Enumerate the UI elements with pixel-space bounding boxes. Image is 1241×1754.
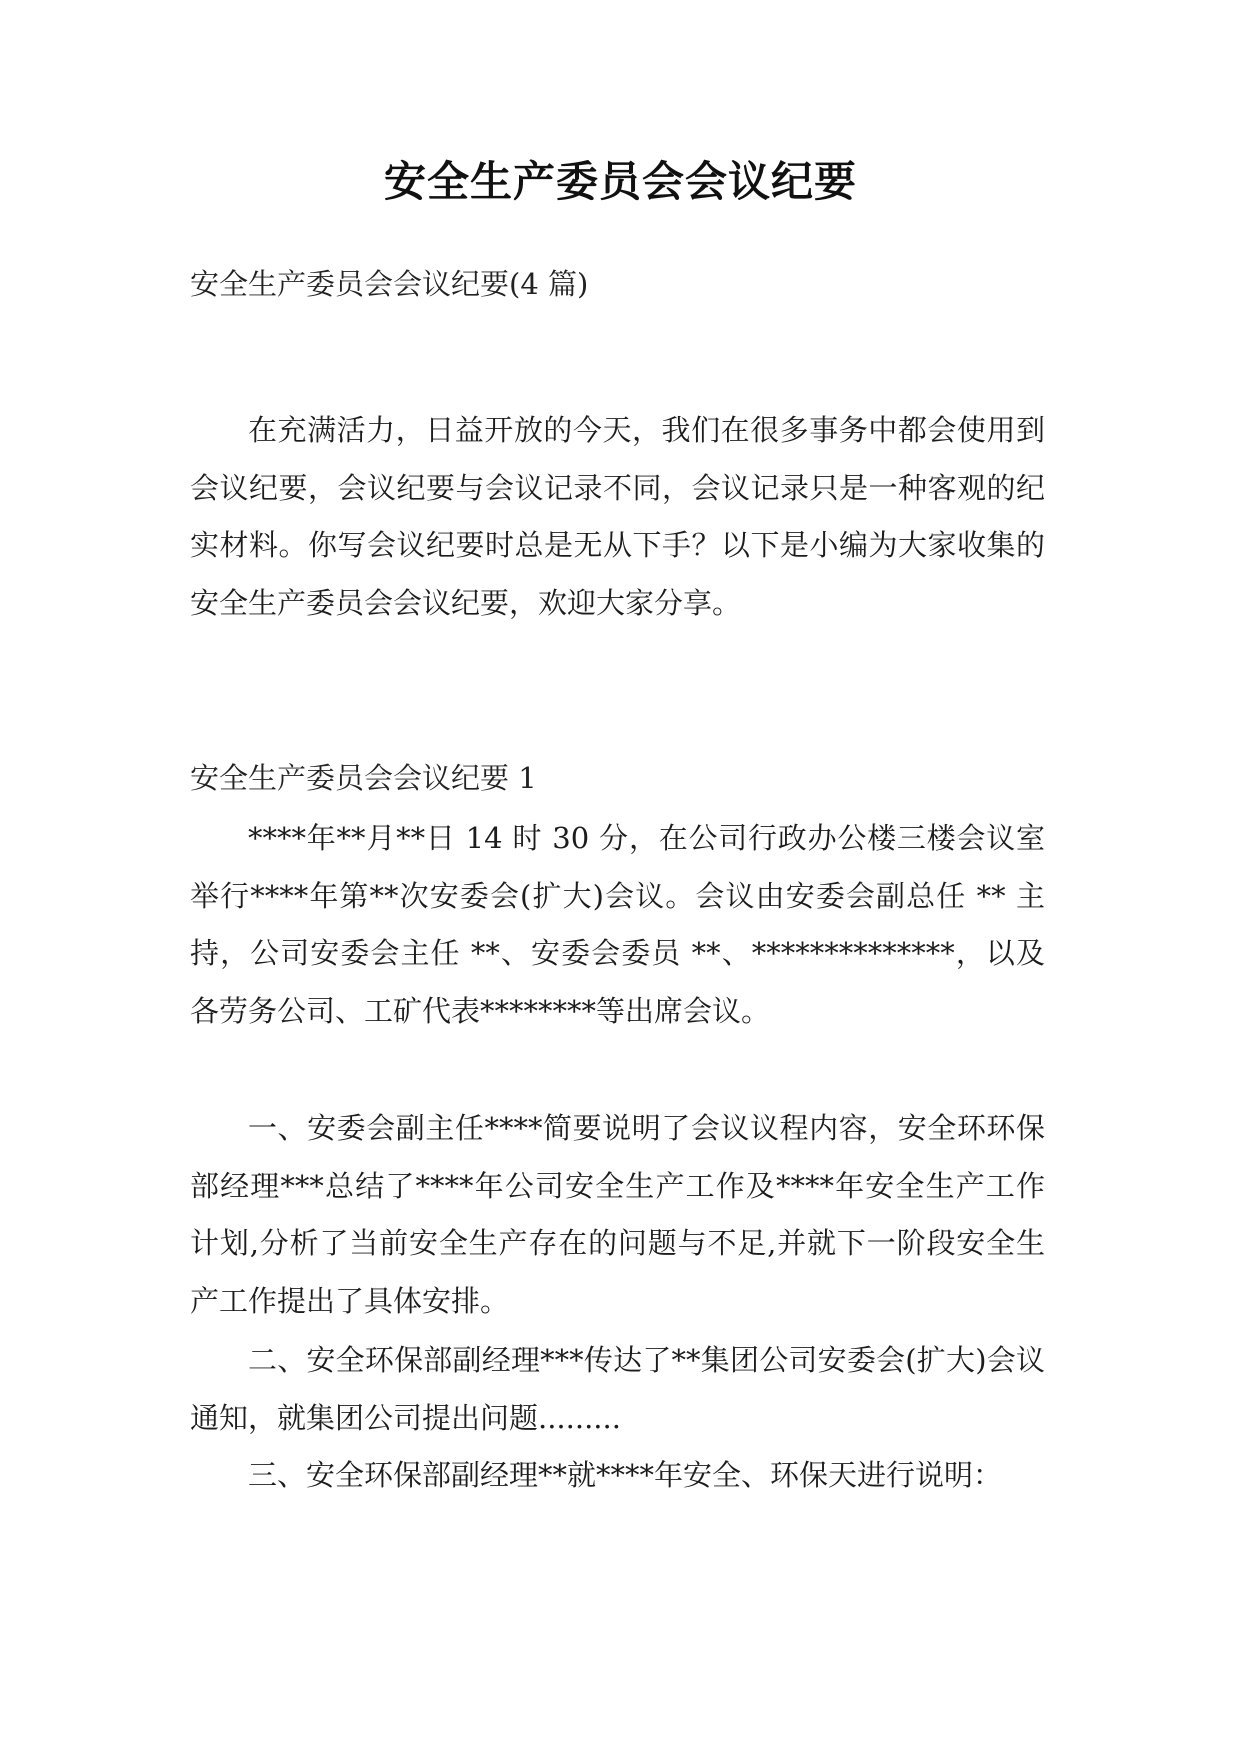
body-paragraph: 三、安全环保部副经理**就****年安全、环保天进行说明：	[248, 1458, 1003, 1492]
document-subtitle: 安全生产委员会会议纪要(4 篇)	[190, 267, 589, 301]
body-paragraph: 一、安委会副主任****简要说明了会议议程内容，安全环环保部经理***总结了****年公司安全生产工作及****年安全生产工作计划,分析了当前安全生产存在的问题与不足,并就下一阶段安全生产工作提出了具体安排。	[190, 1111, 1045, 1318]
body-paragraph: ****年**月**日 14 时 30 分，在公司行政办公楼三楼会议室举行****年第**次安委会(扩大)会议。会议由安委会副总任 ** 主持，公司安委会主任 **、安委会委员 **、**************，以及各劳务公司、工矿代表********等出席会议。	[190, 821, 1045, 1028]
document-title: 安全生产委员会会议纪要	[383, 157, 857, 206]
intro-paragraph: 在充满活力，日益开放的今天，我们在很多事务中都会使用到会议纪要，会议纪要与会议记录不同，会议记录只是一种客观的纪实材料。你写会议纪要时总是无从下手？以下是小编为大家收集的安全生产委员会会议纪要，欢迎大家分享。	[190, 413, 1045, 620]
body-paragraph: 二、安全环保部副经理***传达了**集团公司安委会(扩大)会议通知，就集团公司提出问题.........	[190, 1343, 1045, 1435]
section-heading: 安全生产委员会会议纪要 1	[190, 761, 537, 795]
